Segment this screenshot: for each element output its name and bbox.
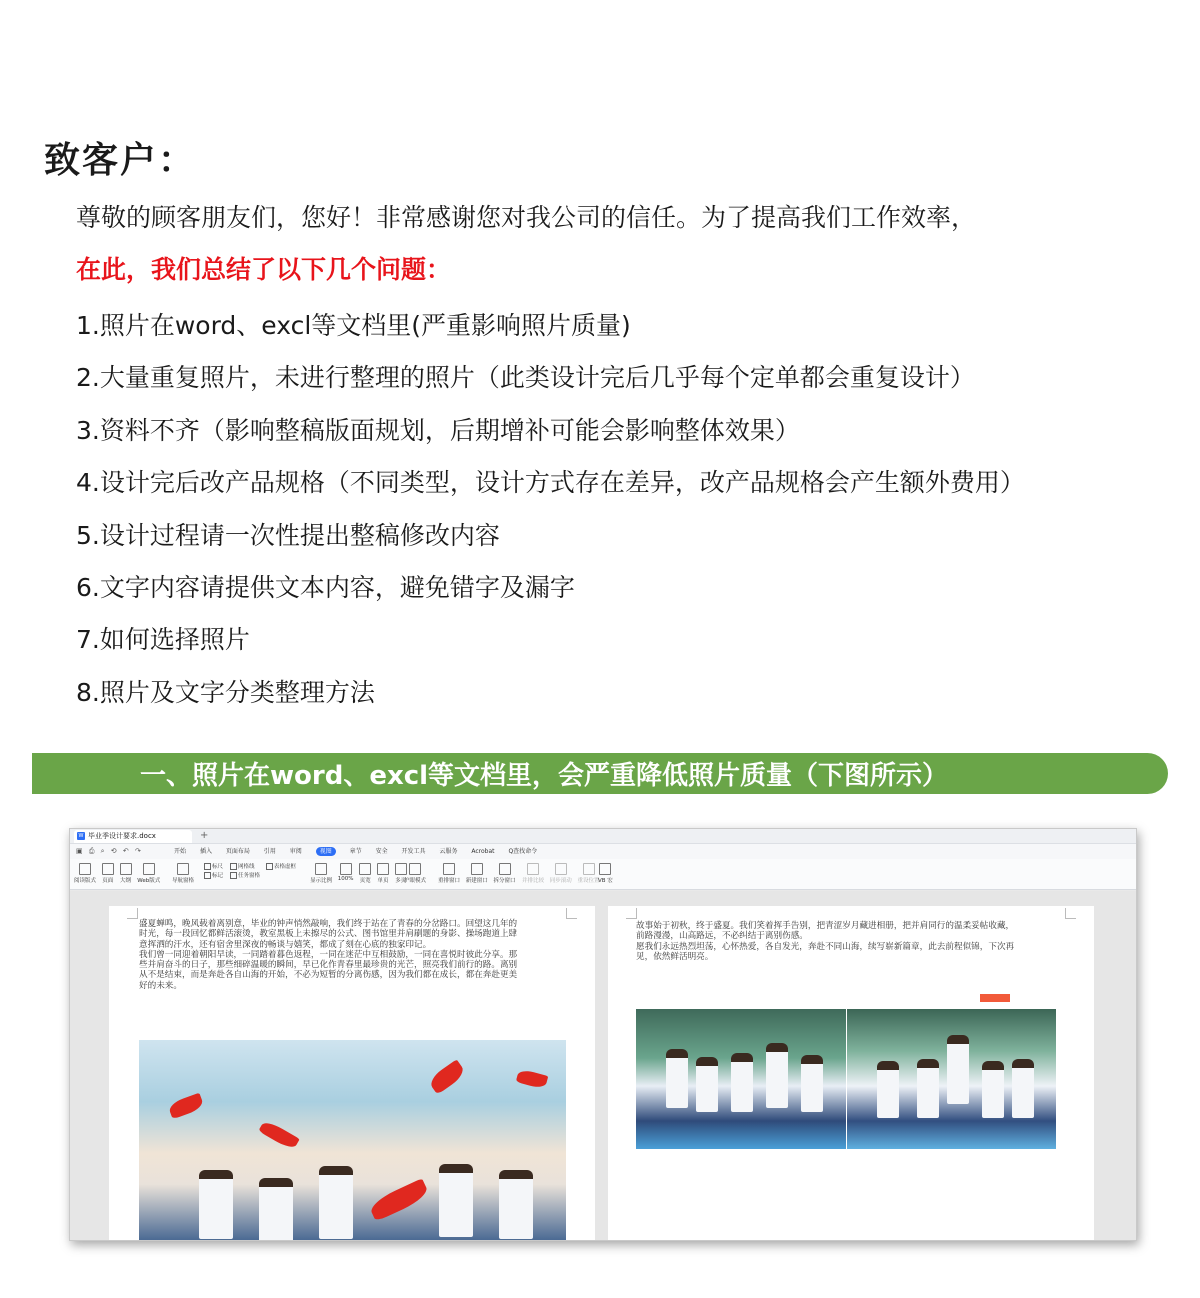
text-line: 盛夏蝉鸣，晚风载着离别意，毕业的钟声悄然敲响，我们终于站在了青春的分岔路口。回望这几年的 <box>139 919 518 929</box>
zoom-100-icon <box>340 863 352 875</box>
ruler-checkbox[interactable] <box>204 863 223 872</box>
ruler-label: 标尺 <box>212 864 224 870</box>
menu-item-security[interactable]: 安全 <box>375 848 388 855</box>
text-line: 愿我们永远热烈坦荡，心怀热爱，各自发光，奔赴不同山海，续写崭新篇章，此去前程似锦，下次再 <box>636 941 1015 952</box>
page-2-text <box>636 921 1066 962</box>
page-1-text <box>139 919 567 991</box>
intro-highlight: 在此，我们总结了以下几个问题： <box>76 255 452 284</box>
macro-icon <box>599 863 611 875</box>
reset-position-icon <box>583 863 595 875</box>
new-tab-button[interactable]: + <box>200 830 209 841</box>
document-page-1 <box>109 906 595 1241</box>
menu-item-developer[interactable]: 开发工具 <box>401 848 426 855</box>
gridlines-checkbox[interactable] <box>230 863 260 872</box>
ribbon-toolbar <box>70 859 1136 890</box>
nav-pane-button[interactable] <box>172 863 194 884</box>
document-tab-label: 毕业季设计要求.docx <box>88 832 156 840</box>
document-page-2 <box>608 906 1094 1241</box>
issue-item-7: 7.如何选择照片 <box>76 625 250 655</box>
menu-item-layout[interactable]: 页面布局 <box>225 848 250 855</box>
text-line: 些并肩奋斗的日子，那些细碎温暖的瞬间，早已化作青春里最珍贵的光芒，照亮我们前行的路。离别 <box>139 960 518 971</box>
issue-item-8: 8.照片及文字分类整理方法 <box>76 677 375 707</box>
side-by-side-label: 并排比较 <box>522 878 545 884</box>
issue-item-3: 3.资料不齐（影响整稿版面规划，后期增补可能会影响整体效果） <box>76 415 800 445</box>
new-window-icon <box>471 863 483 875</box>
nav-pane-icon <box>177 863 189 875</box>
page-title: 致客户： <box>44 140 197 181</box>
text-line: 我们曾一同迎着朝阳早读，一同踏着暮色返程，一同在迷茫中互相鼓励，一同在喜悦时彼此分享。那 <box>139 949 518 960</box>
issue-item-6: 6.文字内容请提供文本内容，避免错字及漏字 <box>76 572 575 602</box>
web-view-button[interactable] <box>137 863 160 884</box>
outline-view-button[interactable] <box>120 863 132 884</box>
markup-checkbox[interactable] <box>204 872 223 881</box>
table-frame-checkbox[interactable] <box>266 863 296 872</box>
page-corner-mark <box>626 908 637 919</box>
outline-view-icon <box>120 863 132 875</box>
new-window-button[interactable] <box>466 863 488 884</box>
reset-position-button[interactable] <box>578 863 600 884</box>
page-view-button[interactable] <box>102 863 114 884</box>
web-view-label: Web版式 <box>137 878 161 884</box>
zoom-100-label: 100% <box>337 876 354 882</box>
text-line: 意挥洒的汗水，还有宿舍里深夜的畅谈与嬉笑，都成了刻在心底的独家印记。 <box>139 939 432 950</box>
section-banner <box>32 753 1168 794</box>
document-tab[interactable] <box>74 830 192 843</box>
text-line: 见，依然鲜活明亮。 <box>636 951 714 962</box>
text-line: 好的未来。 <box>139 980 182 991</box>
text-line: 时光，每一段回忆都鲜活滚烫，教室黑板上未擦尽的公式、图书馆里并肩刷题的身影、操场跑道上肆 <box>139 929 518 940</box>
view-mode-group <box>74 863 164 884</box>
zoom-icon <box>315 863 327 875</box>
page-width-label: 页宽 <box>359 878 371 884</box>
nav-pane-label: 导航窗格 <box>172 878 195 884</box>
issue-item-1: 1.照片在word、excl等文档里(严重影响照片质量) <box>76 311 631 340</box>
split-window-label: 拆分窗口 <box>493 878 516 884</box>
vb-macro-button[interactable] <box>598 863 613 884</box>
menu-item-view[interactable]: 视图 <box>316 847 336 856</box>
task-pane-checkbox[interactable] <box>230 872 260 881</box>
section-banner-title: 一、照片在word、excl等文档里，会严重降低照片质量（下图所示） <box>140 761 949 791</box>
page-corner-mark <box>1065 908 1076 919</box>
page-view-icon <box>102 863 114 875</box>
page-corner-mark <box>566 908 577 919</box>
menu-item-review[interactable]: 审阅 <box>289 848 302 855</box>
page-width-button[interactable] <box>359 863 371 884</box>
menu-bar <box>70 844 1136 859</box>
zoom-ratio-button[interactable] <box>310 863 332 884</box>
eye-group <box>404 863 430 884</box>
classroom-photo <box>139 1040 566 1241</box>
document-tab-bar <box>70 829 1136 844</box>
menu-item-references[interactable]: 引用 <box>263 848 276 855</box>
arrange-window-icon <box>443 863 455 875</box>
menu-item-section[interactable]: 章节 <box>349 848 362 855</box>
macro-group <box>598 863 617 884</box>
text-line: 故事始于初秋，终于盛夏。我们笑着挥手告别，把青涩岁月藏进相册，把并肩同行的温柔妥帖收藏， <box>636 921 1015 931</box>
markup-label: 标记 <box>212 873 224 879</box>
red-sign <box>980 994 1010 1002</box>
page-width-icon <box>359 863 371 875</box>
single-page-icon <box>377 863 389 875</box>
quick-access-icons[interactable]: ▣ ⎙ ⌕ ⟲ ↶ ↷ <box>76 847 143 855</box>
document-workspace[interactable] <box>70 891 1136 1240</box>
single-page-button[interactable] <box>377 863 389 884</box>
issue-item-5: 5.设计过程请一次性提出整稿修改内容 <box>76 520 500 550</box>
single-page-label: 单页 <box>377 878 389 884</box>
document-icon: W <box>78 833 84 839</box>
split-window-icon <box>499 863 511 875</box>
multi-page-label: 多页 <box>395 878 407 884</box>
vb-macro-label: VB 宏 <box>598 878 613 884</box>
eye-icon <box>409 863 421 875</box>
issue-list <box>76 306 1025 725</box>
arrange-window-button[interactable] <box>438 863 460 884</box>
search-command[interactable]: Q查找命令 <box>508 848 538 855</box>
compare-group <box>522 863 604 884</box>
class-group-photo-right <box>847 1009 1056 1149</box>
read-view-icon <box>79 863 91 875</box>
show-checks-group-2 <box>230 863 260 881</box>
issue-item-4: 4.设计完后改产品规格（不同类型，设计方式存在差异，改产品规格会产生额外费用） <box>76 468 1025 498</box>
gridlines-label: 网格线 <box>238 864 255 870</box>
web-view-icon <box>143 863 155 875</box>
outline-view-label: 大纲 <box>120 878 132 884</box>
zoom-group <box>310 863 411 884</box>
read-view-label: 阅读版式 <box>74 878 97 884</box>
side-by-side-button[interactable] <box>522 863 544 884</box>
sync-scroll-button[interactable] <box>550 863 572 884</box>
sync-scroll-icon <box>555 863 567 875</box>
class-group-photo-left <box>636 1009 846 1149</box>
menu-item-cloud[interactable]: 云服务 <box>439 848 458 855</box>
page-view-label: 页面 <box>102 878 114 884</box>
eye-mode-button[interactable] <box>404 863 426 884</box>
read-view-button[interactable] <box>74 863 96 884</box>
zoom-100-button[interactable] <box>338 863 354 882</box>
menu-item-acrobat[interactable]: Acrobat <box>471 848 495 855</box>
task-pane-label: 任务窗格 <box>238 873 261 879</box>
menu-item-home[interactable]: 开始 <box>174 848 187 855</box>
side-by-side-icon <box>527 863 539 875</box>
intro-text: 尊敬的顾客朋友们，您好！非常感谢您对我公司的信任。为了提高我们工作效率， <box>76 203 977 232</box>
menu-item-insert[interactable]: 插入 <box>199 848 212 855</box>
table-frame-label: 表格虚框 <box>274 864 297 870</box>
text-line: 从不是结束，而是奔赴各自山海的开始，不必为短暂的分离伤感，因为我们都在成长，都在奔赴更美 <box>139 970 518 981</box>
split-window-button[interactable] <box>494 863 516 884</box>
arrange-window-label: 重排窗口 <box>438 878 461 884</box>
zoom-ratio-label: 显示比例 <box>310 878 333 884</box>
reset-position-label: 重设位置 <box>577 878 600 884</box>
page-corner-mark <box>127 908 138 919</box>
nav-pane-group <box>172 863 198 884</box>
word-screenshot <box>69 828 1137 1241</box>
new-window-label: 新建窗口 <box>465 878 488 884</box>
issue-item-2: 2.大量重复照片，未进行整理的照片（此类设计完后几乎每个定单都会重复设计） <box>76 363 975 393</box>
show-checks-group <box>204 863 223 881</box>
text-line: 前路漫漫，山高路远，不必纠结于离别伤感。 <box>636 931 808 942</box>
table-frame-group <box>266 863 296 872</box>
eye-mode-label: 护眼模式 <box>404 878 427 884</box>
window-group <box>438 863 520 884</box>
sync-scroll-label: 同步滚动 <box>549 878 572 884</box>
